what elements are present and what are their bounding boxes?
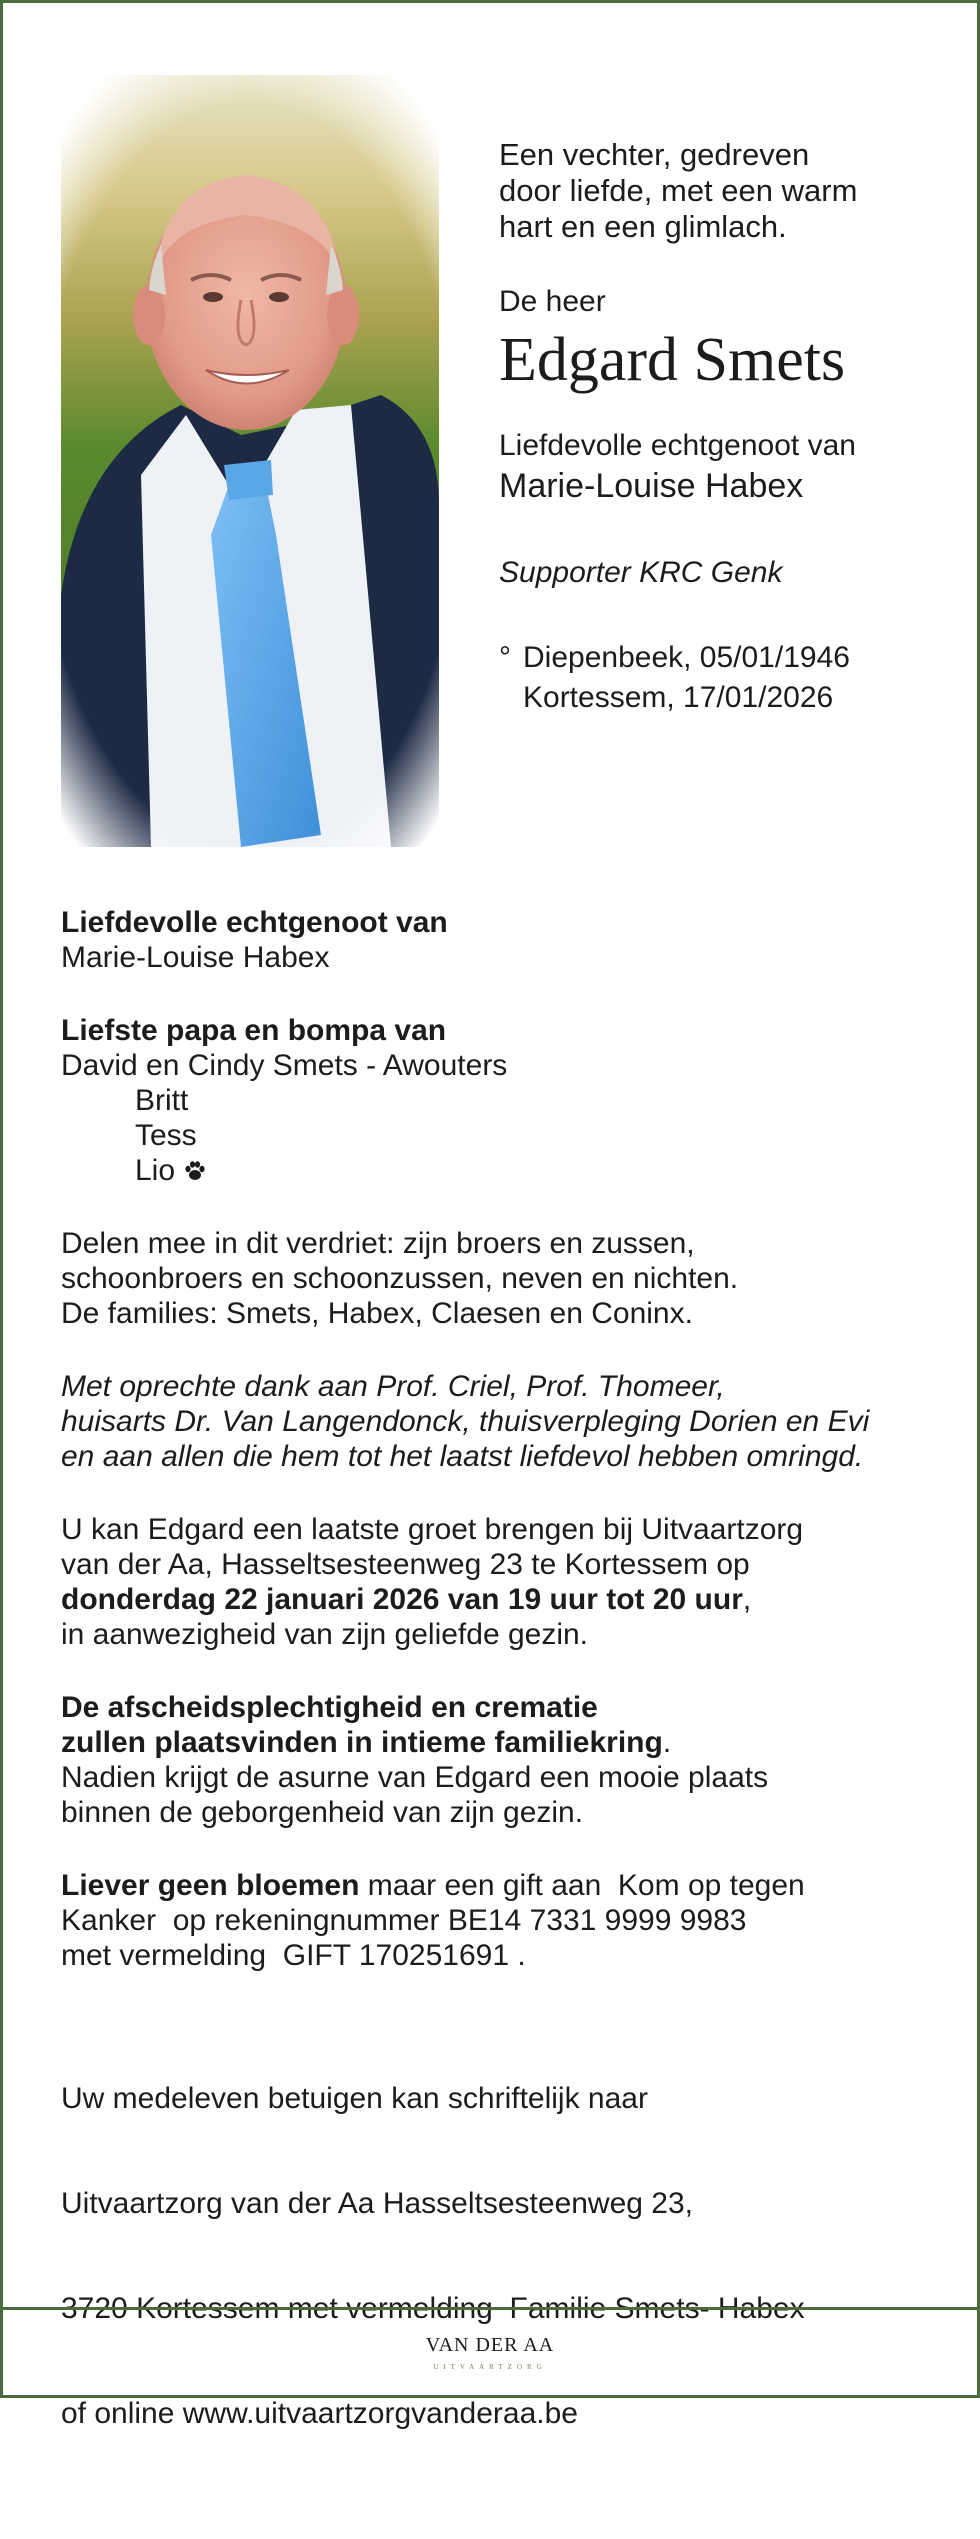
title-prefix: De heer [499, 285, 606, 318]
thanks-line: huisarts Dr. Van Langendonck, thuisverpleging Dorien en Evi [61, 1405, 870, 1438]
ceremony-dot: . [662, 1726, 672, 1759]
condolence-line: Uw medeleven betuigen kan schriftelijk naar [61, 2082, 648, 2115]
family-parents: David en Cindy Smets - Awouters [61, 1049, 508, 1082]
visit-line [61, 1582, 941, 1617]
grandchild-name: Lio [135, 1154, 176, 1187]
flowers-rest: maar een gift aan Kom op tegen [359, 1869, 805, 1902]
portrait-photo [61, 75, 439, 847]
grandchild-item-with-paw [61, 1153, 941, 1188]
funeral-home-logo: VAN DER AA [425, 2334, 555, 2356]
thanks-line: Met oprechte dank aan Prof. Criel, Prof. Thomeer, [61, 1370, 725, 1403]
funeral-home-logo-subtitle: UITVAARTZORG [433, 2363, 547, 2371]
death-date: Kortessem, 17/01/2026 [523, 681, 834, 714]
ceremony-line: binnen de geborgenheid van zijn gezin. [61, 1796, 584, 1829]
share-section [61, 1226, 941, 1331]
life-dates [499, 638, 939, 718]
grandchild-item: Britt [135, 1084, 189, 1117]
deceased-name: Edgard Smets [499, 326, 846, 394]
flowers-line [61, 1868, 941, 1903]
birth-date: Diepenbeek, 05/01/1946 [523, 641, 850, 674]
ceremony-line: Nadien krijgt de asurne van Edgard een mooie plaats [61, 1761, 769, 1794]
visit-section [61, 1512, 941, 1652]
paw-icon [183, 1160, 207, 1182]
visit-comma: , [742, 1583, 752, 1616]
ceremony-line [61, 1725, 941, 1760]
condolence-line: Uitvaartzorg van der Aa Hasseltsesteenweg 23, [61, 2187, 694, 2220]
spouse-label: Liefdevolle echtgenoot van [499, 429, 856, 462]
ceremony-section [61, 1690, 941, 1830]
condolence-section [61, 2011, 941, 2501]
death-mark [499, 678, 523, 718]
birth-mark: ° [499, 641, 511, 674]
header-text [499, 137, 939, 718]
visit-line: U kan Edgard een laatste groet brengen bij Uitvaartzorg [61, 1513, 804, 1546]
share-line: De families: Smets, Habex, Claesen en Coninx. [61, 1297, 693, 1330]
memorial-quote: Een vechter, gedreven door liefde, met een warm hart en een glimlach. [499, 137, 858, 244]
ceremony-bold: zullen plaatsvinden in intieme familiekring [61, 1726, 663, 1759]
flowers-line: met vermelding GIFT 170251691 . [61, 1939, 526, 1972]
grandchild-item: Tess [135, 1119, 197, 1152]
share-line: Delen mee in dit verdriet: zijn broers en zussen, [61, 1227, 695, 1260]
condolence-line: 3720 Kortessem met vermelding Familie Smets- Habex [61, 2292, 805, 2325]
family-heading: Liefste papa en bompa van [61, 1014, 447, 1047]
family-section [61, 1013, 941, 1188]
spouse-heading: Liefdevolle echtgenoot van [61, 906, 448, 939]
thanks-line: en aan allen die hem tot het laatst liefdevol hebben omringd. [61, 1440, 864, 1473]
club-note: Supporter KRC Genk [499, 556, 783, 589]
thanks-section [61, 1369, 941, 1474]
spouse-section [61, 905, 941, 975]
flowers-line: Kanker op rekeningnummer BE14 7331 9999 9983 [61, 1904, 747, 1937]
share-line: schoonbroers en schoonzussen, neven en nichten. [61, 1262, 739, 1295]
portrait-image [61, 75, 439, 847]
ceremony-line: De afscheidsplechtigheid en crematie [61, 1691, 598, 1724]
visit-line: van der Aa, Hasseltsesteenweg 23 te Kortessem op [61, 1548, 750, 1581]
flowers-bold: Liever geen bloemen [61, 1869, 360, 1902]
flowers-section [61, 1868, 941, 1973]
footer [3, 2307, 977, 2398]
obituary-body [61, 905, 941, 2539]
visit-datetime: donderdag 22 januari 2026 van 19 uur tot 20 uur [61, 1583, 743, 1616]
visit-line: in aanwezigheid van zijn geliefde gezin. [61, 1618, 589, 1651]
spouse-name: Marie-Louise Habex [499, 467, 804, 505]
condolence-line: of online www.uitvaartzorgvanderaa.be [61, 2397, 578, 2430]
spouse-section-name: Marie-Louise Habex [61, 941, 330, 974]
